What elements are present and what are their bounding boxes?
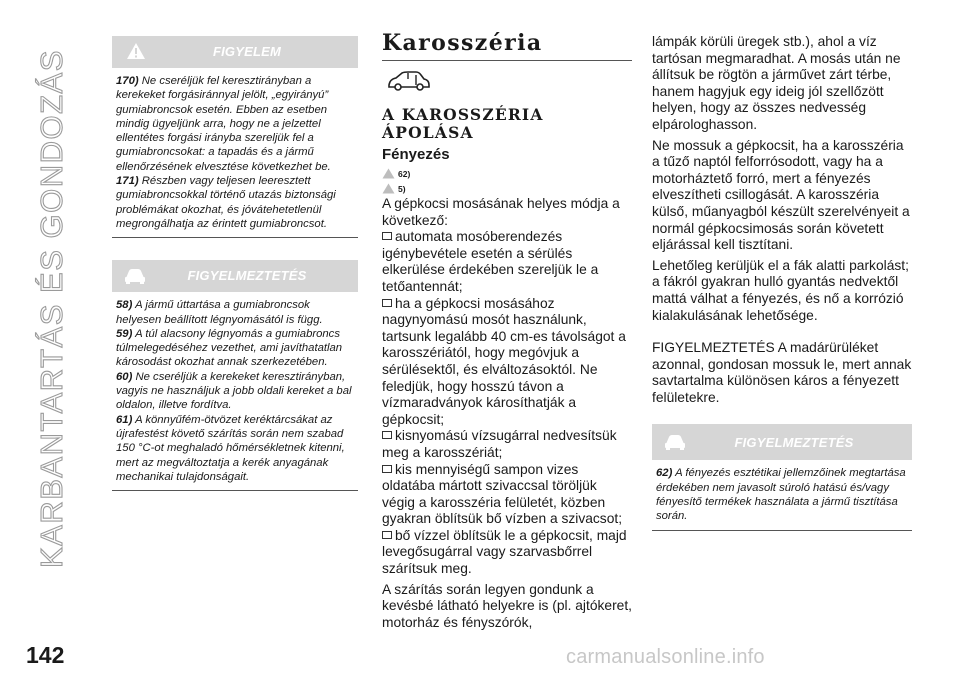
caution-item — [116, 370, 354, 413]
body-text — [382, 196, 632, 631]
caution-item-text: A fényezés esztétikai jellemzőinek megtartása érdekében nem javasolt súroló hatású és/vagy fényesítő termékek használata a jármű tisztítása során. — [656, 467, 906, 523]
paragraph: Lehetőleg kerüljük el a fák alatti parkolást; a fákról gyakran hulló gyantás nedvektől mattá válhat a fényezés, és nő a korrózió kialakulásának lehetősége. — [652, 257, 909, 323]
subsection-title-line: A KAROSSZÉRIA — [382, 105, 544, 124]
caution-item-text: A jármű úttartása a gumiabroncsok helyesen beállított légnyomásától is függ. — [116, 299, 323, 326]
bullet-square-icon — [382, 299, 392, 307]
caution-box-figyelmeztetes — [652, 424, 912, 530]
bullet-square-icon — [382, 431, 392, 439]
left-column — [112, 36, 358, 491]
warning-box-header — [112, 36, 358, 68]
warning-triangle-icon — [382, 168, 395, 179]
paragraph: A szárítás során legyen gondunk a kevésbé látható helyekre is (pl. ajtókeret, motorház és fényszórók, — [382, 581, 633, 630]
bullet-square-icon — [382, 465, 392, 473]
warning-box-body — [112, 68, 358, 237]
caution-item — [116, 327, 354, 370]
bullet-square-icon — [382, 531, 392, 539]
bullet-item — [382, 296, 632, 429]
caution-item — [656, 466, 908, 523]
bullet-item — [382, 528, 632, 578]
warning-item — [116, 74, 354, 174]
subsection-title-line: ÁPOLÁSA — [382, 123, 474, 142]
caution-item-number: 62) — [656, 467, 673, 480]
caution-item-text: A túl alacsony légnyomás a gumiabroncs túlmelegedéséhez vezethet, ami javíthatatlan károsodást okozhat annak szerkezetében. — [116, 327, 343, 369]
caution-item-number: 59) — [116, 327, 133, 340]
bullet-item — [382, 428, 632, 461]
caution-item-number: 58) — [116, 299, 133, 312]
caution-item — [116, 413, 354, 484]
right-column — [652, 34, 912, 531]
caution-box-figyelmeztetes — [112, 260, 358, 491]
caution-item-text: A könnyűfém-ötvözet keréktárcsákat az újrafestést követő szárítás során nem szabad 150 °C-ot meghaladó hőmérsékletnek kitenni, mert az megváltoztatja a kerék anyagának mechanikai tulajdonságait. — [116, 413, 345, 483]
caution-item-number: 60) — [116, 370, 133, 383]
warning-box-title: FIGYELEM — [212, 44, 282, 59]
reference-marks — [382, 166, 632, 196]
watermark: carmanualsonline.info — [566, 646, 765, 668]
paragraph: FIGYELMEZTETÉS A madárürüléket azonnal, gondosan mossuk le, mert annak savtartalma különösen káros a fényezett felületekre. — [652, 340, 912, 405]
bullet-item — [382, 462, 632, 528]
caution-box-title: FIGYELMEZTETÉS — [187, 268, 307, 284]
caution-box-header — [652, 424, 912, 460]
warning-box-figyelem — [112, 36, 358, 238]
page-number: 142 — [26, 642, 65, 668]
reference-mark — [382, 166, 632, 181]
warning-item-text: Ne cseréljük fel keresztirányban a kerekeket forgásiránnyal jelölt, „egyirányú” gumiabroncsok esetén. Ebben az esetben mindig ügyeljünk arra, hogy ne a jelzettel ellentétes forgási irányba szereljük fel a gumiabroncsokat: a tapadás és a jármű ellenőrzésének elvesztése következhet be. — [116, 75, 331, 173]
reference-number: 62) — [398, 168, 411, 179]
reference-number: 5) — [398, 183, 406, 194]
side-chapter-title — [14, 20, 74, 580]
caution-item-text: Ne cseréljük a kerekeket keresztirányban, vagyis ne használjuk a jobb oldali kereket a bal oldalon, illetve fordítva. — [116, 370, 352, 412]
subsection-title — [382, 106, 632, 142]
section-title: Karosszéria — [382, 30, 632, 61]
warning-triangle-icon — [382, 183, 395, 194]
bullet-text: ha a gépkocsi mosásához nagynyomású mosót használunk, tartsunk legalább 40 cm-es távolságot a karosszériától, hogy megóvjuk a sérülésektől, és elváltozásoktól. Ne feledjük, hogy hosszú távon a vízmaradványok károsíthatják a gépkocsit; — [382, 295, 626, 427]
intro-paragraph: A gépkocsi mosásának helyes módja a következő: — [382, 196, 620, 228]
bullet-text: bő vízzel öblítsük le a gépkocsit, majd levegősugárral vagy szarvasbőrrel szárítsuk meg. — [382, 527, 627, 577]
side-chapter-title-text: KARBANTARTÁS ÉS GONDOZÁS — [34, 49, 69, 568]
paragraph: lámpák körüli üregek stb.), ahol a víz tartósan megmaradhat. A mosás után ne állítsuk be rögtön a járművet zárt térbe, hanem hagyjuk egy ideig jól szellőzött helyen, hogy az összes nedvesség elpárologhasson. — [652, 34, 901, 132]
caution-box-header — [112, 260, 358, 292]
warning-item-text: Részben vagy teljesen leeresztett gumiabroncsokkal történő utazás biztonsági problémákat okozhat, és jóvátehetetlenül megrongálhatja az érintett gumiabroncsot. — [116, 175, 336, 230]
bullet-square-icon — [382, 232, 392, 240]
bullet-text: automata mosóberendezés igénybevétele esetén a sérülés elkerülése érdekében szereljük le a tetőantennát; — [382, 229, 599, 294]
middle-column — [382, 30, 632, 631]
warning-item-number: 170) — [116, 75, 139, 87]
caution-item — [116, 298, 354, 327]
warning-item-number: 171) — [116, 175, 139, 188]
bullet-item — [382, 229, 632, 295]
bullet-text: kisnyomású vízsugárral nedvesítsük meg a karosszériát; — [382, 428, 617, 460]
body-text — [652, 34, 912, 406]
paragraph: Ne mossuk a gépkocsit, ha a karosszéria a tűző naptól felforrósodott, vagy ha a motorháztető forró, mert a fényezés elveszítheti csillogását. A karosszéria külső, műanyagból készült szerelvényeit a normál gépkocsimosás során követett eljárással kell tisztítani. — [652, 137, 910, 253]
caution-box-body — [112, 292, 358, 490]
topic-title: Fényezés — [382, 146, 450, 163]
car-body-icon — [386, 69, 432, 93]
caution-box-title: FIGYELMEZTETÉS — [734, 435, 854, 451]
warning-item — [116, 174, 354, 231]
reference-mark — [382, 181, 632, 196]
bullet-text: kis mennyiségű sampon vizes oldatába mártott szivaccsal töröljük végig a karosszéria felületét, közben gyakran öblítsük bő vízben a szivacsot; — [382, 461, 623, 527]
caution-item-number: 61) — [116, 413, 133, 426]
caution-box-body — [652, 460, 912, 529]
